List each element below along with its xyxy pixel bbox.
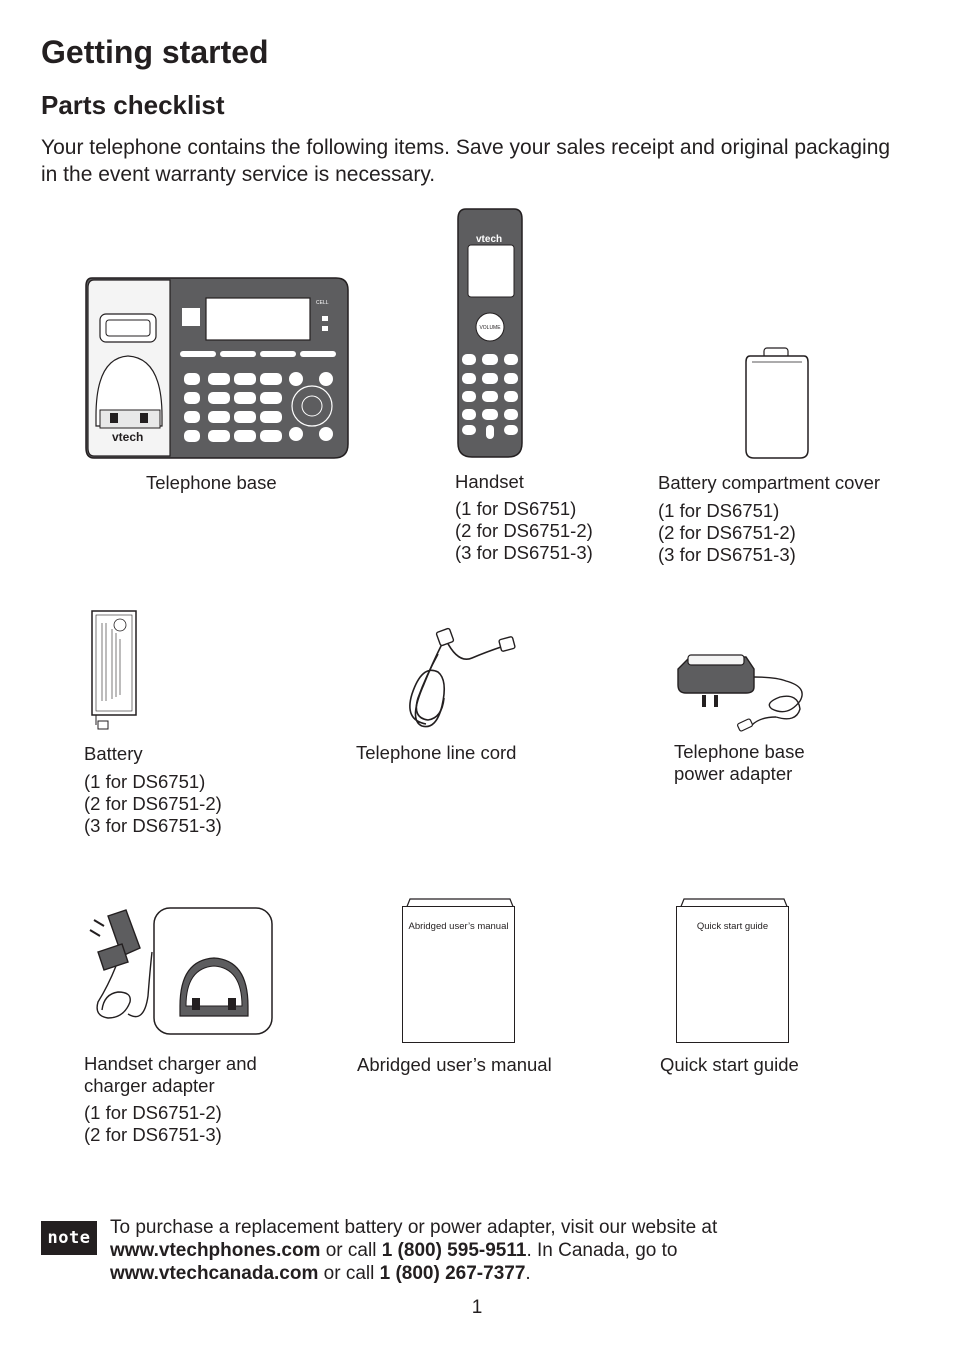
note-text-4: or call [318, 1263, 380, 1284]
note-badge: note [41, 1221, 97, 1255]
battery-qty-ds6751: (1 for DS6751) [84, 771, 206, 792]
battery-cover-illustration [744, 346, 810, 460]
charger-qty-ds6751-2: (1 for DS6751-2) [84, 1102, 222, 1123]
section-title: Parts checklist [41, 90, 225, 120]
quick-start-cover-text: Quick start guide [696, 921, 769, 932]
note-url-ca[interactable]: www.vtechcanada.com [110, 1263, 319, 1284]
charger-illustration [88, 906, 276, 1036]
battery-qty-ds6751-2: (2 for DS6751-2) [84, 793, 222, 814]
battery-quantity-list [84, 771, 222, 837]
handset-quantity-list [455, 498, 593, 564]
note-text-3: . In Canada, go to [526, 1240, 678, 1261]
page-number: 1 [471, 1297, 483, 1318]
manual-label: Abridged user’s manual [357, 1054, 552, 1075]
charger-quantity-list [84, 1102, 222, 1146]
note-text-2: or call [320, 1240, 382, 1261]
battery-cover-qty-ds6751-2: (2 for DS6751-2) [658, 522, 796, 543]
charger-qty-ds6751-3: (2 for DS6751-3) [84, 1124, 222, 1145]
handset-illustration [456, 207, 524, 459]
battery-cover-qty-ds6751-3: (3 for DS6751-3) [658, 544, 796, 565]
handset-qty-ds6751: (1 for DS6751) [455, 498, 577, 519]
power-adapter-label [674, 741, 805, 785]
intro-paragraph: Your telephone contains the following items. Save your sales receipt and original packaging in the event warranty service is necessary. [41, 136, 891, 186]
note-phone-us: 1 (800) 595-9511 [381, 1240, 527, 1261]
charger-label-line1: Handset charger and [84, 1053, 257, 1074]
battery-cover-qty-ds6751: (1 for DS6751) [658, 500, 780, 521]
svg-text:vtech: vtech [476, 234, 503, 245]
svg-text:VOLUME: VOLUME [479, 325, 501, 331]
base-logo: vtech [112, 430, 144, 444]
quick-start-label: Quick start guide [660, 1054, 799, 1075]
handset-qty-ds6751-2: (2 for DS6751-2) [455, 520, 593, 541]
battery-qty-ds6751-3: (3 for DS6751-3) [84, 815, 222, 836]
page-title: Getting started [41, 34, 269, 70]
charger-label [84, 1053, 257, 1097]
battery-illustration [90, 609, 138, 731]
manual-cover [402, 906, 515, 1043]
telephone-base-illustration [84, 276, 352, 460]
note-phone-ca: 1 (800) 267-7377 [379, 1263, 526, 1284]
handset-qty-ds6751-3: (3 for DS6751-3) [455, 542, 593, 563]
power-adapter-label-line1: Telephone base [674, 741, 805, 762]
svg-text:vtech: vtech [194, 1017, 226, 1031]
power-adapter-label-line2: power adapter [674, 763, 793, 784]
quick-start-cover [676, 906, 789, 1043]
manual-cover-text: Abridged user’s manual [408, 921, 509, 932]
note-url-us[interactable]: www.vtechphones.com [110, 1240, 321, 1261]
power-adapter-illustration [676, 651, 814, 733]
note-text [110, 1216, 910, 1285]
note-text-5: . [525, 1263, 531, 1284]
telephone-base-label: Telephone base [146, 472, 277, 493]
battery-cover-quantity-list [658, 500, 796, 566]
svg-text:CELL: CELL [316, 300, 329, 306]
charger-label-line2: charger adapter [84, 1075, 215, 1096]
line-cord-illustration [402, 624, 520, 732]
battery-label: Battery [84, 743, 143, 764]
handset-label: Handset [455, 471, 524, 492]
line-cord-label: Telephone line cord [356, 742, 517, 763]
note-text-1: To purchase a replacement battery or power adapter, visit our website at [110, 1217, 718, 1238]
battery-cover-label: Battery compartment cover [658, 472, 881, 493]
